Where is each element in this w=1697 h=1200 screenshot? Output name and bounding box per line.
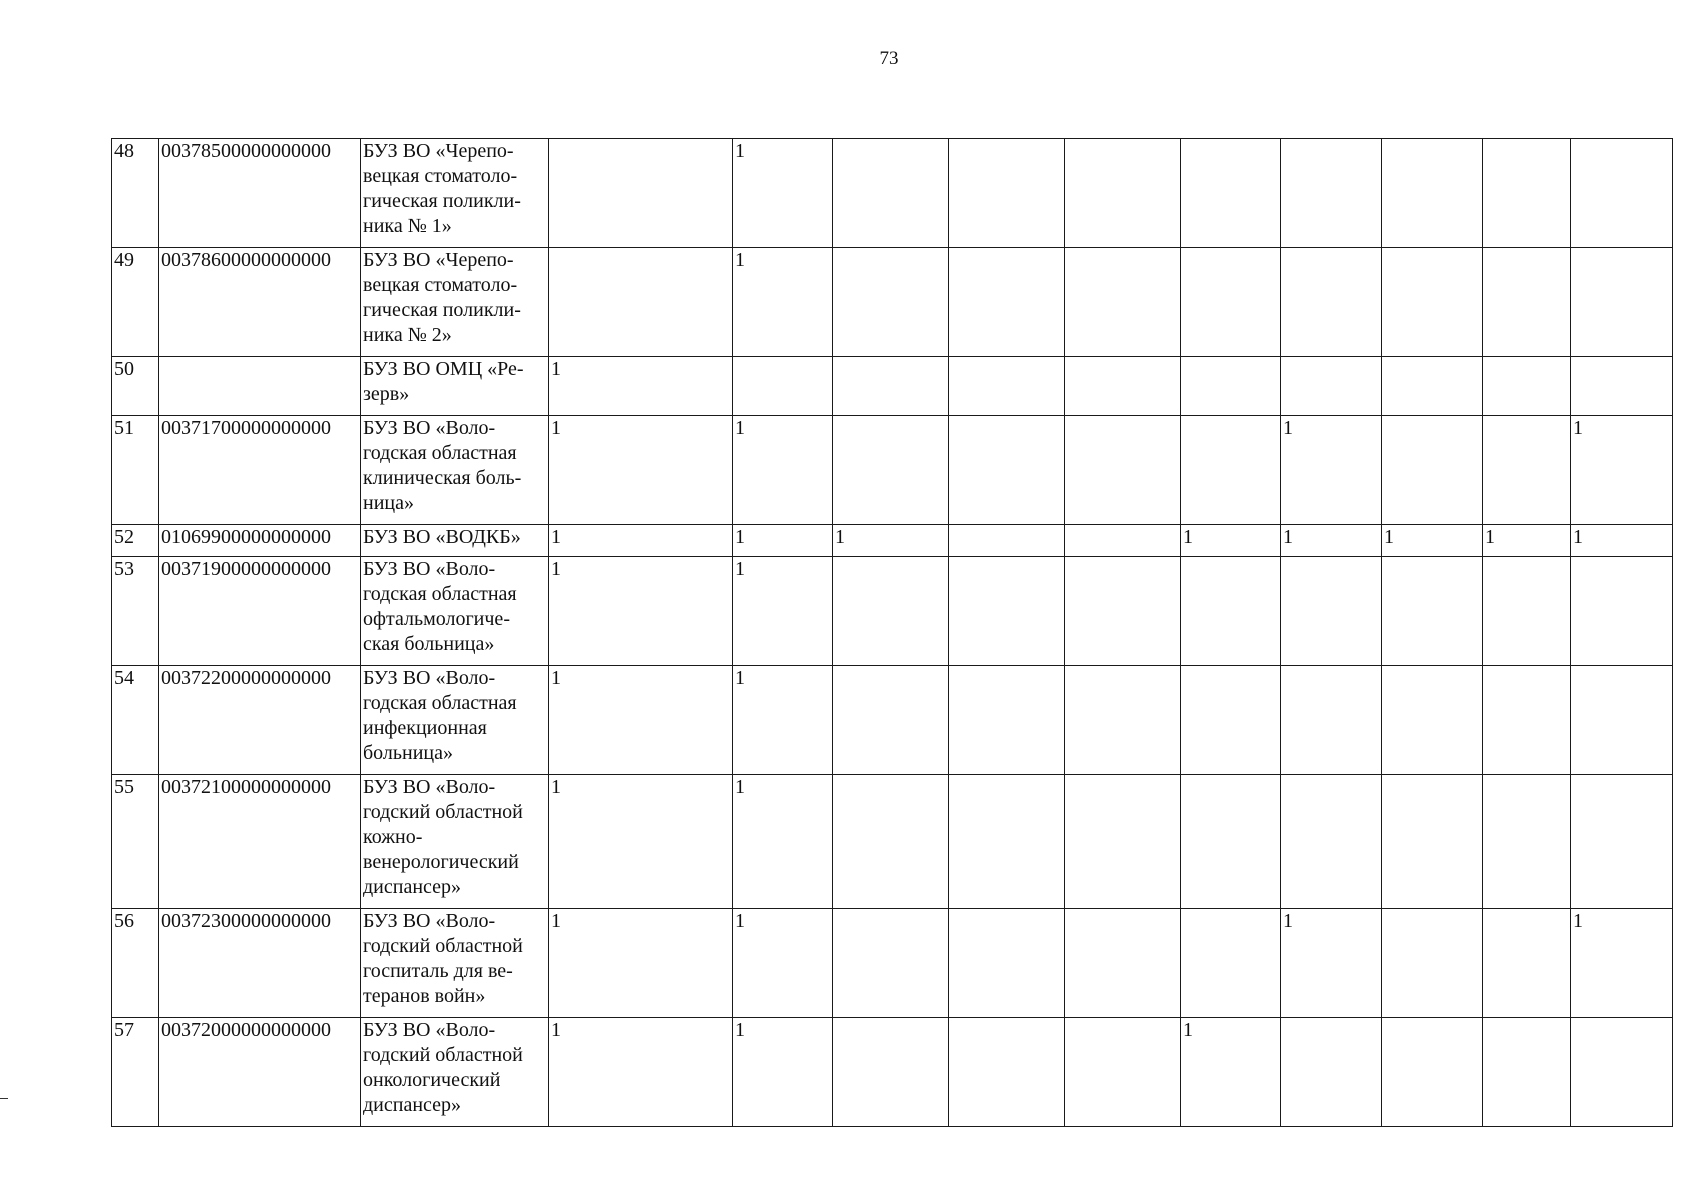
- cell-value: 1: [549, 775, 733, 909]
- cell-value: 1: [549, 909, 733, 1018]
- cell-value: 1: [549, 666, 733, 775]
- row-number: 48: [112, 139, 159, 248]
- cell-value: [1483, 557, 1571, 666]
- cell-value: 1: [549, 416, 733, 525]
- cell-value: [949, 525, 1065, 557]
- cell-value: [1065, 248, 1181, 357]
- cell-value: 1: [1483, 525, 1571, 557]
- cell-value: [1483, 139, 1571, 248]
- cell-value: 1: [733, 666, 833, 775]
- cell-value: 1: [1571, 909, 1673, 1018]
- row-number: 51: [112, 416, 159, 525]
- row-number: 54: [112, 666, 159, 775]
- cell-value: [1571, 1018, 1673, 1127]
- cell-value: 1: [549, 1018, 733, 1127]
- cell-value: [1382, 775, 1483, 909]
- org-code: 00378500000000000: [159, 139, 361, 248]
- table-row: [112, 416, 1673, 525]
- org-code: 00371900000000000: [159, 557, 361, 666]
- cell-value: [833, 666, 949, 775]
- cell-value: [1065, 525, 1181, 557]
- table-row: [112, 909, 1673, 1018]
- org-name: БУЗ ВО «Воло- годский областной госпиталь для ве- теранов войн»: [361, 909, 549, 1018]
- cell-value: [1181, 357, 1281, 416]
- cell-value: [1382, 416, 1483, 525]
- cell-value: [1483, 666, 1571, 775]
- cell-value: [1483, 775, 1571, 909]
- cell-value: 1: [1181, 1018, 1281, 1127]
- org-code: 00372200000000000: [159, 666, 361, 775]
- cell-value: [949, 666, 1065, 775]
- row-number: 56: [112, 909, 159, 1018]
- cell-value: [833, 557, 949, 666]
- cell-value: 1: [733, 557, 833, 666]
- row-number: 57: [112, 1018, 159, 1127]
- cell-value: [1571, 557, 1673, 666]
- org-name: БУЗ ВО «Черепо- вецкая стоматоло- гическая поликли- ника № 2»: [361, 248, 549, 357]
- cell-value: [1065, 666, 1181, 775]
- cell-value: 1: [733, 775, 833, 909]
- cell-value: [833, 248, 949, 357]
- table-row: [112, 139, 1673, 248]
- cell-value: [1571, 775, 1673, 909]
- cell-value: 1: [733, 416, 833, 525]
- org-name: БУЗ ВО «Черепо- вецкая стоматоло- гическая поликли- ника № 1»: [361, 139, 549, 248]
- cell-value: [1065, 909, 1181, 1018]
- cell-value: [949, 557, 1065, 666]
- page-number: 73: [879, 48, 899, 69]
- cell-value: [1382, 1018, 1483, 1127]
- cell-value: [1065, 775, 1181, 909]
- cell-value: 1: [1571, 525, 1673, 557]
- org-code: [159, 357, 361, 416]
- table-row: [112, 1018, 1673, 1127]
- cell-value: 1: [733, 139, 833, 248]
- org-name: БУЗ ВО «ВОДКБ»: [361, 525, 549, 557]
- cell-value: [1483, 1018, 1571, 1127]
- row-number: 49: [112, 248, 159, 357]
- cell-value: [833, 139, 949, 248]
- cell-value: [949, 357, 1065, 416]
- cell-value: [833, 909, 949, 1018]
- cell-value: [949, 909, 1065, 1018]
- table-row: [112, 557, 1673, 666]
- org-code: 00372300000000000: [159, 909, 361, 1018]
- row-number: 53: [112, 557, 159, 666]
- cell-value: [1181, 139, 1281, 248]
- cell-value: [1571, 666, 1673, 775]
- cell-value: [1571, 248, 1673, 357]
- cell-value: [1483, 416, 1571, 525]
- cell-value: 1: [733, 525, 833, 557]
- cell-value: 1: [733, 248, 833, 357]
- cell-value: [949, 775, 1065, 909]
- cell-value: [1281, 557, 1382, 666]
- cell-value: [1281, 775, 1382, 909]
- cell-value: 1: [733, 1018, 833, 1127]
- cell-value: [1065, 416, 1181, 525]
- cell-value: 1: [1281, 909, 1382, 1018]
- cell-value: [1065, 139, 1181, 248]
- cell-value: [949, 416, 1065, 525]
- cell-value: [1281, 248, 1382, 357]
- cell-value: [1571, 357, 1673, 416]
- cell-value: [949, 139, 1065, 248]
- cell-value: [1181, 557, 1281, 666]
- table-row: [112, 525, 1673, 557]
- row-number: 55: [112, 775, 159, 909]
- cell-value: 1: [549, 357, 733, 416]
- cell-value: [1065, 1018, 1181, 1127]
- cell-value: 1: [1571, 416, 1673, 525]
- cell-value: [1281, 1018, 1382, 1127]
- cell-value: [549, 248, 733, 357]
- data-table: [111, 138, 1673, 1127]
- cell-value: [1281, 357, 1382, 416]
- table-row: [112, 248, 1673, 357]
- row-number: 50: [112, 357, 159, 416]
- cell-value: [1483, 909, 1571, 1018]
- cell-value: [1181, 909, 1281, 1018]
- cell-value: [1181, 775, 1281, 909]
- cell-value: 1: [1281, 416, 1382, 525]
- cell-value: [1181, 248, 1281, 357]
- row-number: 52: [112, 525, 159, 557]
- cell-value: [1483, 357, 1571, 416]
- org-name: БУЗ ВО «Воло- годская областная инфекционная больница»: [361, 666, 549, 775]
- cell-value: 1: [1281, 525, 1382, 557]
- org-code: 00371700000000000: [159, 416, 361, 525]
- cell-value: [1065, 357, 1181, 416]
- org-name: БУЗ ВО «Воло- годский областной онкологический диспансер»: [361, 1018, 549, 1127]
- org-name: БУЗ ВО «Воло- годский областной кожно- венерологический диспансер»: [361, 775, 549, 909]
- cell-value: 1: [1382, 525, 1483, 557]
- org-code: 00372100000000000: [159, 775, 361, 909]
- cell-value: [833, 1018, 949, 1127]
- cell-value: 1: [1181, 525, 1281, 557]
- cell-value: [1571, 139, 1673, 248]
- cell-value: [1483, 248, 1571, 357]
- cell-value: [1181, 416, 1281, 525]
- cell-value: [949, 248, 1065, 357]
- cell-value: [1281, 666, 1382, 775]
- cell-value: [549, 139, 733, 248]
- cell-value: [1281, 139, 1382, 248]
- org-code: 00372000000000000: [159, 1018, 361, 1127]
- table-row: [112, 666, 1673, 775]
- cell-value: [833, 416, 949, 525]
- org-name: БУЗ ВО ОМЦ «Ре- зерв»: [361, 357, 549, 416]
- cell-value: [833, 357, 949, 416]
- cell-value: [949, 1018, 1065, 1127]
- cell-value: [1382, 357, 1483, 416]
- org-code: 01069900000000000: [159, 525, 361, 557]
- cell-value: [1382, 139, 1483, 248]
- cell-value: 1: [833, 525, 949, 557]
- cell-value: 1: [549, 525, 733, 557]
- cell-value: [1065, 557, 1181, 666]
- cell-value: [1382, 666, 1483, 775]
- cell-value: [733, 357, 833, 416]
- cell-value: [833, 775, 949, 909]
- cell-value: 1: [733, 909, 833, 1018]
- cell-value: 1: [549, 557, 733, 666]
- org-code: 00378600000000000: [159, 248, 361, 357]
- cell-value: [1382, 909, 1483, 1018]
- cell-value: [1382, 557, 1483, 666]
- org-name: БУЗ ВО «Воло- годская областная клиническая боль- ница»: [361, 416, 549, 525]
- cell-value: [1382, 248, 1483, 357]
- cell-value: [1181, 666, 1281, 775]
- org-name: БУЗ ВО «Воло- годская областная офтальмологиче- ская больница»: [361, 557, 549, 666]
- table-row: [112, 775, 1673, 909]
- table-row: [112, 357, 1673, 416]
- margin-mark: [0, 1098, 8, 1099]
